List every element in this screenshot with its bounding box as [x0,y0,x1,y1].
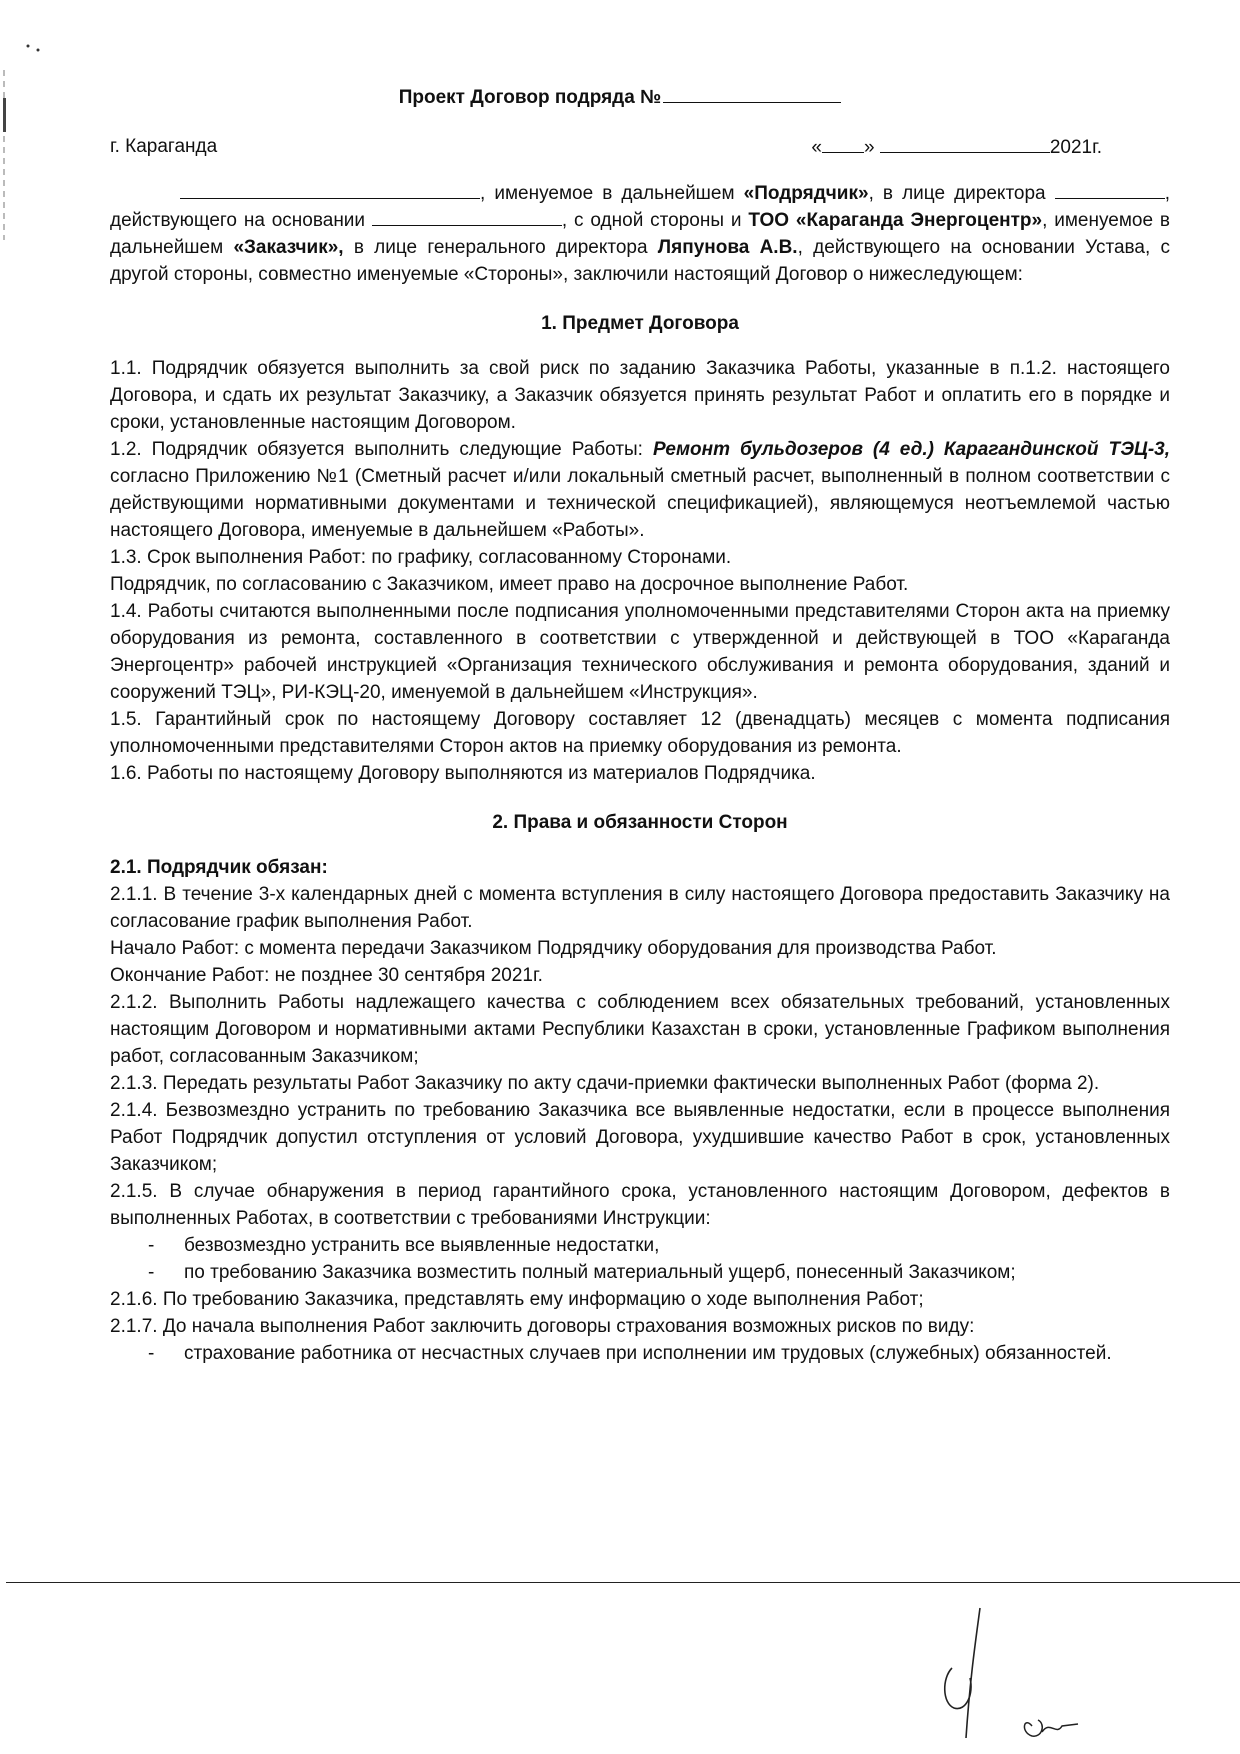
clause-1-1: 1.1. Подрядчик обязуется выполнить за свой риск по заданию Заказчика Работы, указанные в п.1.2. настоящего Договора, и сдать их результат Заказчику, а Заказчик обязуется принять результат Работ и оплатить его в порядке и сроки, установленные настоящим Договором. [110,358,1170,433]
clause-2-1-5-item-b: - по требованию Заказчика возместить полный материальный ущерб, понесенный Заказчиком; [148,1262,1016,1283]
preamble: , именуемое в дальнейшем «Подрядчик», в лице директора , действующего на основании , с одной стороны и ТОО «Караганда Энергоцентр», именуемое в дальнейшем «Заказчик», в лице генерального директора Ляпунова А.В., действующего на основании Устава, с другой стороны, совместно именуемые «Стороны», заключили настоящий Договор о нижеследующем: [110,183,1170,285]
clause-1-4: 1.4. Работы считаются выполненными после подписания уполномоченными представителями Сторон акта на приемку оборудования из ремонта, составленного в соответствии с утвержденной и действующей в ТОО «Караганда Энергоцентр» рабочей инструкцией «Организация технического обслуживания и ремонта оборудования, зданий и сооружений ТЭЦ», РИ-КЭЦ-20, именуемой в дальнейшем «Инструкция». [110,601,1170,703]
subsection-2-1-title: 2.1. Подрядчик обязан: [110,857,328,878]
contract-number-blank [663,86,841,103]
city: г. Караганда [110,136,218,157]
clause-2-1-3: 2.1.3. Передать результаты Работ Заказчику по акту сдачи-приемки фактически выполненных Работ (форма 2). [110,1073,1100,1094]
clause-2-1-1: 2.1.1. В течение 3-х календарных дней с момента вступления в силу настоящего Договора предоставить Заказчику на согласование график выполнения Работ. [110,884,1170,932]
clause-1-3-note: Подрядчик, по согласованию с Заказчиком, имеет право на досрочное выполнение Работ. [110,574,909,595]
contractor-name-blank [180,182,480,199]
document-title: Проект Договор подряда № [0,86,1240,109]
footer-divider [6,1582,1240,1583]
basis-blank [372,209,562,226]
document-body [110,180,1170,1367]
handwritten-signature [920,1598,1120,1748]
clause-2-1-2: 2.1.2. Выполнить Работы надлежащего качества с соблюдением всех обязательных требований, установленных настоящим Договором и нормативными актами Республики Казахстан в сроки, установленные Графиком выполнения работ, согласованным Заказчиком; [110,992,1170,1067]
clause-2-1-4: 2.1.4. Безвозмездно устранить по требованию Заказчика все выявленные недостатки, если в процессе выполнения Работ Подрядчик допустил отступления от условий Договора, ухудшившие качество Работ в срок, установленных Заказчиком; [110,1100,1170,1175]
section-2-heading: 2. Права и обязанности Сторон [492,812,788,833]
month-blank [880,136,1050,153]
day-blank [822,136,864,153]
clause-2-1-7-item-a: - страхование работника от несчастных случаев при исполнении им трудовых (служебных) обязанностей. [148,1343,1112,1364]
clause-1-5: 1.5. Гарантийный срок по настоящему Договору составляет 12 (двенадцать) месяцев с момента подписания уполномоченными представителями Сторон актов на приемку оборудования из ремонта. [110,709,1170,757]
section-1-heading: 1. Предмет Договора [541,313,739,334]
clause-1-6: 1.6. Работы по настоящему Договору выполняются из материалов Подрядчика. [110,763,816,784]
clause-1-2: 1.2. Подрядчик обязуется выполнить следующие Работы: Ремонт бульдозеров (4 ед.) Карагандинской ТЭЦ-3, согласно Приложению №1 (Сметный расчет и/или локальный сметный расчет, выполненный в полном соответствии с действующими нормативными документами и технической спецификацией), являющемуся неотъемлемой частью настоящего Договора, именуемые в дальнейшем «Работы». [110,439,1170,541]
clause-2-1-5-item-a: - безвозмездно устранить все выявленные недостатки, [148,1235,660,1256]
clause-2-1-6: 2.1.6. По требованию Заказчика, представлять ему информацию о ходе выполнения Работ; [110,1289,924,1310]
director-name-blank [1055,182,1165,199]
contract-date: « » 2021г. [811,137,1102,158]
scan-margin-marks [0,0,40,260]
works-end: Окончание Работ: не позднее 30 сентября 2021г. [110,965,543,986]
clause-2-1-5: 2.1.5. В случае обнаружения в период гарантийного срока, установленного настоящим Договором, дефектов в выполненных Работах, в соответствии с требованиями Инструкции: [110,1181,1170,1229]
works-start: Начало Работ: с момента передачи Заказчиком Подрядчику оборудования для производства Работ. [110,938,997,959]
clause-1-3: 1.3. Срок выполнения Работ: по графику, согласованному Сторонами. [110,547,732,568]
clause-2-1-7: 2.1.7. До начала выполнения Работ заключить договоры страхования возможных рисков по виду: [110,1316,975,1337]
